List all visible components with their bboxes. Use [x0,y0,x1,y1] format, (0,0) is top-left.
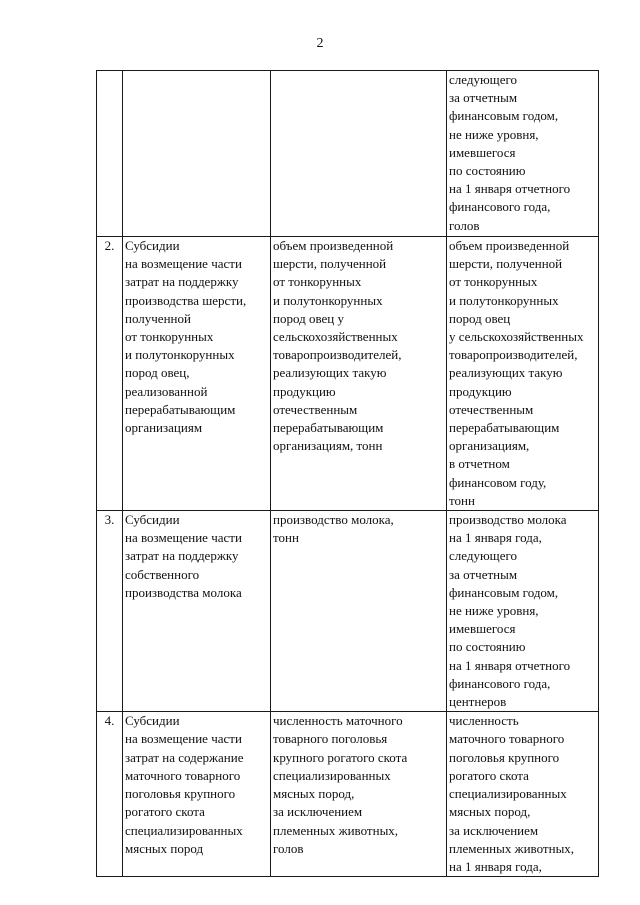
cell-text-line: на 1 января отчетного [449,181,571,197]
cell-text-line: шерсти, полученной [449,256,563,272]
cell-text-line: производство молока, [273,512,394,528]
subsidy-name-cell [123,511,271,712]
cell-text-line: производство молока [449,512,567,528]
cell-text-line: затрат на поддержку [125,274,239,290]
cell-text-line: имевшегося [449,144,516,160]
cell-text-line: на 1 января отчетного [449,657,571,673]
cell-text-line: от тонкорунных [125,329,214,345]
cell-text-line: пород овец, [125,365,190,381]
row-number-cell: 3. [97,511,123,712]
cell-text-line: имевшегося [449,621,516,637]
cell-text-line: пород овец [449,310,511,326]
table-row [97,511,599,712]
cell-text-line: на 1 января года, [449,858,542,874]
cell-text-line: на возмещение части [125,530,242,546]
row-number-cell [97,71,123,237]
cell-text-line: маточного товарного [449,731,565,747]
cell-text-line: мясных пород [125,840,204,856]
indicator-cell [271,712,447,877]
cell-text-line: финансовым годом, [449,584,559,600]
subsidy-name-cell [123,71,271,237]
cell-text-line: товаропроизводителей, [449,347,578,363]
cell-text-line: продукцию [449,383,512,399]
cell-text-line: финансового года, [449,199,551,215]
cell-text-line: тонн [449,492,475,508]
cell-text-line: тонн [273,530,299,546]
cell-text-line: специализированных [125,822,243,838]
cell-text-line: по состоянию [449,163,526,179]
cell-text-line: за исключением [449,822,539,838]
cell-text-line: следующего [449,548,517,564]
cell-text-line: специализированных [449,786,567,802]
table-row [97,71,599,237]
indicator-cell [271,237,447,511]
subsidy-name-cell [123,237,271,511]
cell-text-line: финансовым годом, [449,108,559,124]
cell-text-line: за отчетным [449,566,518,582]
cell-text-line: собственного [125,566,200,582]
cell-text-line: организациям, [449,438,530,454]
result-cell [447,237,599,511]
cell-text-line: и полутонкорунных [449,292,559,308]
cell-text-line: объем произведенной [449,238,570,253]
cell-text-line: от тонкорунных [449,274,538,290]
cell-text-line: товаропроизводителей, [273,347,402,363]
cell-text-line: отечественным [449,401,534,417]
subsidy-name-cell [123,712,271,877]
cell-text-line: реализованной [125,383,208,399]
table-row [97,712,599,877]
cell-text-line: на возмещение части [125,256,242,272]
cell-text-line: по состоянию [449,639,526,655]
cell-text-line: от тонкорунных [273,274,362,290]
table-row [97,237,599,511]
cell-text-line: поголовья крупного [125,786,236,802]
cell-text-line: перерабатывающим [273,420,384,436]
cell-text-line: продукцию [273,383,336,399]
cell-text-line: маточного товарного [125,767,241,783]
cell-text-line: финансовом году, [449,474,547,490]
cell-text-line: голов [273,840,304,856]
result-cell [447,71,599,237]
cell-text-line: объем произведенной [273,238,394,253]
cell-text-line: и полутонкорунных [273,292,383,308]
cell-text-line: на возмещение части [125,731,242,747]
page-number: 2 [316,36,324,51]
result-cell [447,511,599,712]
cell-text-line: перерабатывающим [449,420,560,436]
cell-text-line: пород овец у [273,310,344,326]
result-cell [447,712,599,877]
cell-text-line: племенных животных, [449,840,575,856]
cell-text-line: голов [449,217,480,233]
cell-text-line: за исключением [273,804,363,820]
cell-text-line: организациям, тонн [273,438,383,454]
cell-text-line: организациям [125,420,203,436]
indicator-cell [271,511,447,712]
cell-text-line: реализующих такую [273,365,387,381]
cell-text-line: и полутонкорунных [125,347,235,363]
cell-text-line: сельскохозяйственных [273,329,398,345]
cell-text-line: финансового года, [449,675,551,691]
cell-text-line: крупного рогатого скота [273,749,408,765]
cell-text-line: численность [449,713,519,729]
cell-text-line: не ниже уровня, [449,126,539,142]
cell-text-line: Субсидии [125,512,180,528]
cell-text-line: не ниже уровня, [449,603,539,619]
cell-text-line: на 1 января года, [449,530,542,546]
cell-text-line: производства молока [125,584,242,600]
cell-text-line: специализированных [273,767,391,783]
subsidy-table [96,70,599,877]
cell-text-line: товарного поголовья [273,731,388,747]
row-number-cell: 4. [97,712,123,877]
cell-text-line: шерсти, полученной [273,256,387,272]
indicator-cell [271,71,447,237]
cell-text-line: следующего [449,72,517,87]
cell-text-line: производства шерсти, [125,292,247,308]
cell-text-line: численность маточного [273,713,403,729]
cell-text-line: у сельскохозяйственных [449,329,584,345]
row-number-cell: 2. [97,237,123,511]
cell-text-line: затрат на содержание [125,749,244,765]
cell-text-line: полученной [125,310,191,326]
cell-text-line: мясных пород, [449,804,531,820]
cell-text-line: реализующих такую [449,365,563,381]
cell-text-line: перерабатывающим [125,401,236,417]
cell-text-line: поголовья крупного [449,749,560,765]
cell-text-line: Субсидии [125,238,180,253]
cell-text-line: отечественным [273,401,358,417]
cell-text-line: рогатого скота [125,804,205,820]
cell-text-line: затрат на поддержку [125,548,239,564]
cell-text-line: рогатого скота [449,767,529,783]
cell-text-line: мясных пород, [273,786,355,802]
cell-text-line: в отчетном [449,456,510,472]
cell-text-line: племенных животных, [273,822,399,838]
cell-text-line: центнеров [449,694,507,710]
cell-text-line: за отчетным [449,90,518,106]
cell-text-line: Субсидии [125,713,180,729]
